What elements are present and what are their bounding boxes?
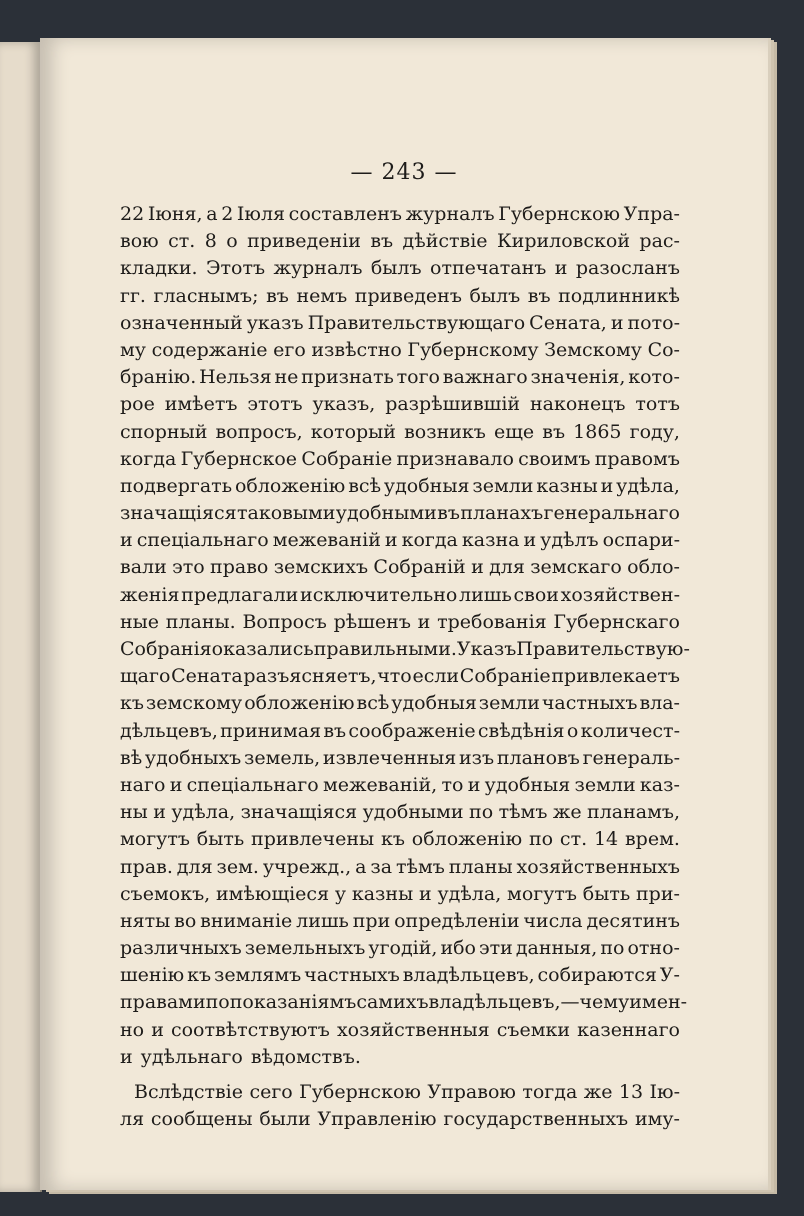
word: къ <box>120 692 144 715</box>
word: для <box>489 556 525 579</box>
word: быть <box>196 828 245 851</box>
word: казны <box>351 882 414 905</box>
word: Нельзя <box>199 366 272 389</box>
word: Губернскаго <box>553 610 680 633</box>
word: указъ, <box>312 393 376 416</box>
word: и <box>467 773 481 796</box>
word: сообщены <box>150 1108 253 1131</box>
word: рое <box>120 393 155 416</box>
word: учрежд., <box>262 855 352 878</box>
word: значенія, <box>530 366 626 389</box>
word: это <box>172 556 205 579</box>
word: ст. <box>168 230 196 253</box>
word: му <box>120 338 146 361</box>
word: генераль- <box>582 746 680 769</box>
word: землямъ <box>213 964 302 987</box>
word: Губернское <box>180 447 298 470</box>
word: Правительствую- <box>516 638 690 660</box>
word: ля <box>120 1108 145 1131</box>
word: могутъ <box>120 828 190 851</box>
word: правами <box>120 991 206 1014</box>
word: разосланъ <box>575 257 680 280</box>
word: году, <box>629 420 680 443</box>
word: государственныхъ <box>443 1108 629 1131</box>
word: и <box>153 801 166 824</box>
text-line <box>120 1044 680 1071</box>
text-line <box>120 636 690 663</box>
word: планахъ <box>460 502 544 525</box>
word: а <box>355 855 367 878</box>
word: частныхъ <box>304 964 400 987</box>
word: пото- <box>627 311 680 334</box>
word: десятинъ <box>586 909 680 932</box>
word: Управою <box>427 1081 516 1103</box>
word: хозяйствен- <box>560 583 680 606</box>
text-line <box>120 446 680 473</box>
word: ные <box>120 610 160 633</box>
word: обложенію <box>411 828 523 851</box>
word: рас- <box>639 230 680 253</box>
page-number: — 243 — <box>350 160 458 185</box>
word: и <box>120 1045 133 1068</box>
text-line <box>120 663 680 690</box>
word: удѣла, <box>171 801 236 824</box>
word: земель, <box>244 746 321 769</box>
word: различныхъ <box>120 937 242 960</box>
word: имѣющіеся <box>216 882 330 905</box>
word: если <box>412 665 460 688</box>
word: самихъ <box>356 991 429 1014</box>
word: земскому <box>145 692 243 715</box>
word: подвергать <box>120 474 233 497</box>
word: удѣльнаго <box>140 1045 243 1068</box>
word: числа <box>523 909 583 932</box>
word: земли <box>478 692 540 715</box>
word: и <box>600 474 614 497</box>
word: владѣльцевъ,—чему <box>428 991 630 1014</box>
word: прав. <box>120 855 173 878</box>
word: не <box>274 366 299 389</box>
word: по <box>205 991 230 1014</box>
word: означенный <box>120 311 243 334</box>
word: этотъ <box>247 393 303 416</box>
word: Кириловской <box>496 230 630 253</box>
word: дѣйствіе <box>402 230 488 253</box>
word: генеральнаго <box>543 502 680 525</box>
word: приведенъ <box>354 284 462 307</box>
word: Іюня, <box>147 203 203 225</box>
text-line <box>120 500 680 527</box>
word: съемокъ, <box>120 882 211 905</box>
word: были <box>259 1108 311 1131</box>
word: Вслѣдствіе <box>134 1081 243 1103</box>
word: разрѣшившій <box>385 393 521 416</box>
word: Упра- <box>623 203 680 225</box>
word: Сената <box>171 665 243 688</box>
word: зем. <box>216 855 259 878</box>
word: 14 <box>593 828 619 851</box>
word: изъ <box>458 746 495 769</box>
word: планы <box>448 855 513 878</box>
word: показаніямъ <box>229 991 357 1014</box>
word: казна <box>461 529 520 552</box>
word: указъ <box>246 311 304 334</box>
word: всѣ <box>356 692 390 715</box>
word: Собраніе <box>301 447 393 470</box>
word: иму- <box>634 1108 680 1131</box>
paragraph-gap <box>120 1071 680 1079</box>
word: обло- <box>627 556 680 579</box>
word: по <box>469 801 494 824</box>
word: и <box>151 1018 164 1041</box>
word: предлагали <box>181 583 299 606</box>
word: межеваній, <box>322 773 438 796</box>
word: каз- <box>639 773 680 796</box>
word: вниманіе <box>200 909 293 932</box>
word: сего <box>249 1081 293 1103</box>
word: гласнымъ; <box>153 284 259 307</box>
text-line <box>120 255 680 282</box>
word: и <box>384 529 398 552</box>
word: и <box>417 610 431 633</box>
word: плановъ <box>496 746 580 769</box>
word: который <box>310 420 396 443</box>
text-line <box>120 854 680 881</box>
text-line <box>120 554 680 581</box>
word: правомъ <box>594 447 680 470</box>
word: Правительствующаго <box>307 311 526 334</box>
text-line <box>120 527 680 554</box>
word: данныя, <box>515 937 598 960</box>
word: подлинникѣ <box>558 284 680 307</box>
word: и <box>120 529 133 552</box>
word: 13 <box>618 1081 644 1103</box>
word: возникъ <box>404 420 486 443</box>
word: земельныхъ <box>244 937 366 960</box>
word: значащіяся <box>120 502 237 525</box>
word: о <box>226 230 238 253</box>
word: его <box>273 338 306 361</box>
word: 1865 <box>573 420 622 443</box>
text-line <box>120 228 680 255</box>
word: удѣла, <box>616 474 680 497</box>
word: рѣшенъ <box>333 610 411 633</box>
word: Собранія <box>120 638 212 660</box>
word: своимъ <box>518 447 591 470</box>
word: когда <box>120 447 177 470</box>
word: шенію <box>120 964 185 987</box>
text-line <box>120 799 680 826</box>
word: же <box>583 1081 613 1103</box>
word: и <box>419 882 432 905</box>
word: право <box>210 556 269 579</box>
word: Собраній <box>373 556 466 579</box>
word: а <box>206 203 218 225</box>
word: могутъ <box>507 882 577 905</box>
word: спорный <box>120 420 208 443</box>
text-line <box>120 1106 680 1133</box>
word: количест- <box>580 719 680 742</box>
text-line <box>120 962 680 989</box>
text-line <box>120 772 680 799</box>
word: Указъ <box>456 638 517 660</box>
word: того <box>396 366 440 389</box>
word: лишь <box>296 909 349 932</box>
word: признать <box>301 366 394 389</box>
word: Управленію <box>317 1108 437 1131</box>
word: по <box>600 937 625 960</box>
word: Со- <box>647 338 680 361</box>
word: значащіяся <box>240 801 358 824</box>
word: по <box>528 828 554 851</box>
word: земли <box>574 773 636 796</box>
word: Губернскою <box>299 1081 421 1103</box>
word: удобными <box>335 502 437 525</box>
word: во <box>174 909 197 932</box>
word: правильными. <box>313 638 457 660</box>
word: Губернскою <box>498 203 621 225</box>
word: спеціальнаго <box>186 773 319 796</box>
text-line <box>120 391 680 418</box>
word: быть <box>582 882 631 905</box>
text-line <box>120 690 680 717</box>
word: Вопросъ <box>242 610 327 633</box>
word: соотвѣтствуютъ <box>170 1018 330 1041</box>
word: и <box>610 311 624 334</box>
word: отпечатанъ <box>430 257 547 280</box>
word: и <box>471 556 484 579</box>
word: обложенію <box>244 692 355 715</box>
word: отно- <box>627 937 680 960</box>
word: за <box>370 855 393 878</box>
word: Земскому <box>544 338 642 361</box>
word: въ <box>437 502 460 525</box>
word: свѣдѣнія <box>477 719 565 742</box>
word: вѣдомствъ. <box>250 1045 361 1068</box>
word: эти <box>479 937 513 960</box>
word: еще <box>493 420 535 443</box>
word: привлечены <box>251 828 375 851</box>
word: признавало <box>396 447 514 470</box>
word: и <box>523 529 537 552</box>
text-line <box>120 283 680 310</box>
word: 22 <box>120 203 145 225</box>
word: 8 <box>204 230 217 253</box>
word: дѣльцевъ, <box>120 719 218 742</box>
text-line <box>120 364 680 391</box>
word: удобныхъ <box>144 746 242 769</box>
word: ст. <box>559 828 588 851</box>
word: ны <box>120 801 148 824</box>
body-text <box>120 201 690 1133</box>
word: бранію. <box>120 366 197 389</box>
word: то <box>441 773 464 796</box>
word: няты <box>120 909 171 932</box>
word: при- <box>636 882 680 905</box>
word: межеваній <box>272 529 381 552</box>
word: удобными <box>362 801 464 824</box>
text-line <box>120 989 688 1016</box>
word: хозяйственныхъ <box>516 855 680 878</box>
word: Этотъ <box>205 257 266 280</box>
word: былъ <box>469 284 521 307</box>
word: вопросъ, <box>215 420 303 443</box>
text-line <box>120 1079 680 1106</box>
word: вла- <box>639 692 680 715</box>
text-line <box>120 310 680 337</box>
word: наго <box>120 773 166 796</box>
word: къ <box>380 828 405 851</box>
word: имѣетъ <box>164 393 238 416</box>
word: Ію- <box>649 1081 680 1103</box>
word: кладки. <box>120 257 198 280</box>
word: составленъ <box>288 203 402 225</box>
word: таковыми <box>236 502 336 525</box>
word: имен- <box>629 991 688 1014</box>
word: вою <box>120 230 159 253</box>
word: тѣмъ <box>395 855 445 878</box>
word: въ <box>542 420 566 443</box>
text-line <box>120 473 680 500</box>
word: удобныя <box>484 773 571 796</box>
text-line <box>120 419 680 446</box>
word: вѣ <box>120 746 143 769</box>
left-page-edge <box>0 42 42 1192</box>
word: удѣла, <box>437 882 502 905</box>
word: привлекаетъ <box>551 665 680 688</box>
word: важнаго <box>442 366 528 389</box>
text-line <box>120 908 680 935</box>
word: содержаніе <box>151 338 268 361</box>
word: планамъ, <box>587 801 680 824</box>
word: что <box>377 665 412 688</box>
text-line <box>120 1017 680 1044</box>
word: У- <box>659 964 680 987</box>
word: разъясняетъ, <box>243 665 377 688</box>
word: немъ <box>296 284 348 307</box>
word: и <box>554 257 568 280</box>
word: извлеченныя <box>322 746 457 769</box>
word: удобныя <box>383 474 470 497</box>
word: земли <box>472 474 534 497</box>
word: казеннаго <box>577 1018 680 1041</box>
word: щаго <box>120 665 171 688</box>
word: къ <box>187 964 212 987</box>
word: принимая <box>220 719 322 742</box>
word: оспари- <box>602 529 680 552</box>
word: 2 <box>221 203 234 225</box>
word: земскаго <box>530 556 622 579</box>
word: вали <box>120 556 167 579</box>
word: наконецъ <box>529 393 626 416</box>
word: требованія <box>437 610 547 633</box>
word: врем. <box>624 828 680 851</box>
word: съемки <box>496 1018 571 1041</box>
word: въ <box>323 719 347 742</box>
word: гг. <box>120 284 146 307</box>
word: удѣлъ <box>540 529 599 552</box>
text-line <box>120 201 680 228</box>
word: Собраніе <box>459 665 551 688</box>
word: хозяйственныя <box>336 1018 490 1041</box>
word: спеціальнаго <box>136 529 269 552</box>
word: о <box>566 719 579 742</box>
word: тѣмъ <box>498 801 548 824</box>
text-line <box>120 826 680 853</box>
word: планы. <box>165 610 236 633</box>
word: свои <box>513 583 559 606</box>
word: но <box>120 1018 145 1041</box>
word: угодій, <box>368 937 438 960</box>
word: удобныя <box>391 692 477 715</box>
word: земскихъ <box>273 556 369 579</box>
word: при <box>352 909 391 932</box>
word: казны <box>536 474 598 497</box>
word: журналъ <box>405 203 495 225</box>
word: кото- <box>628 366 680 389</box>
word: собираются <box>537 964 657 987</box>
word: ибо <box>440 937 476 960</box>
word: же <box>552 801 582 824</box>
word: всѣ <box>348 474 382 497</box>
word: Іюля <box>236 203 286 225</box>
text-line <box>120 609 680 636</box>
word: обложенію <box>234 474 346 497</box>
word: оказались <box>211 638 314 660</box>
word: въ <box>266 284 289 307</box>
word: тотъ <box>635 393 680 416</box>
word: опредѣленіи <box>394 909 520 932</box>
word: лишь <box>459 583 512 606</box>
text-line <box>120 582 680 609</box>
word: и <box>169 773 183 796</box>
text-line <box>120 881 680 908</box>
word: былъ <box>370 257 422 280</box>
text-line <box>120 935 680 962</box>
word: соображеніе <box>348 719 476 742</box>
word: извѣстно <box>311 338 402 361</box>
word: владѣльцевъ, <box>402 964 535 987</box>
text-line <box>120 718 680 745</box>
word: Губернскому <box>407 338 539 361</box>
word: женія <box>120 583 180 606</box>
book-page <box>40 38 768 1190</box>
word: Сената, <box>529 311 607 334</box>
word: въ <box>370 230 394 253</box>
word: исключительно <box>300 583 458 606</box>
word: въ <box>527 284 551 307</box>
word: тогда <box>522 1081 578 1103</box>
word: журналъ <box>273 257 363 280</box>
text-line <box>120 745 680 772</box>
word: приведеніи <box>247 230 361 253</box>
word: когда <box>401 529 458 552</box>
text-line <box>120 337 680 364</box>
word: у <box>334 882 347 905</box>
word: частныхъ <box>541 692 638 715</box>
word: для <box>176 855 213 878</box>
